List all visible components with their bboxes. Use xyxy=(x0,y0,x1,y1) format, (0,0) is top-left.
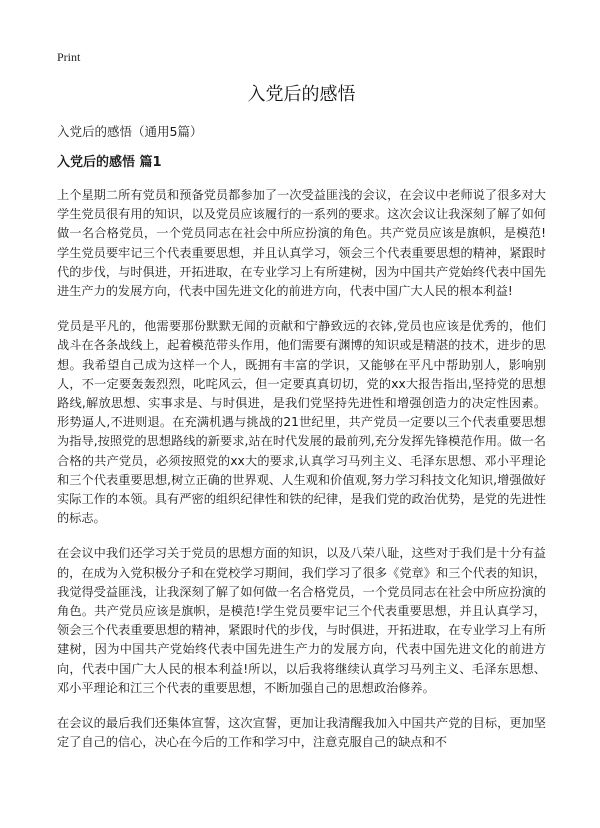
body-paragraph-2: 党员是平凡的，他需要那份默默无闻的贡献和宁静致远的衣钵,党员也应该是优秀的，他们战斗在各条战线上，起着模范带头作用，他们需要有渊博的知识或是精湛的技术，进步的思想。我希望自己成为这样一个人，既拥有丰富的学识，又能够在平凡中帮助别人，影响别人，不一定要轰轰烈烈，叱咤风云，但一定要真真切切，党的xx大报告指出,坚持党的思想路线,解放思想、实事求是、与时俱进，是我们党坚持先进性和增强创造力的决定性因素。形势逼人,不进则退。在充满机遇与挑战的21世纪里，共产党员一定要以三个代表重要思想为指导,按照党的思想路线的新要求,站在时代发展的最前列,充分发挥先锋模范作用。做一名合格的共产党员，必须按照党的xx大的要求,认真学习马列主义、毛泽东思想、邓小平理论和三个代表重要思想,树立正确的世界观、人生观和价值观,努力学习科技文化知识,增强做好实际工作的本领。具有严密的组织纪律性和铁的纪律，是我们党的政治优势，是党的先进性的标志。 xyxy=(57,319,546,526)
document-subtitle: 入党后的感悟（通用5篇） xyxy=(57,124,203,139)
document-title: 入党后的感悟 xyxy=(247,84,356,105)
body-paragraph-4: 在会议的最后我们还集体宣誓，这次宣誓，更加让我清醒我加入中国共产党的目标，更加坚定了自己的信心，决心在今后的工作和学习中，注意克服自己的缺点和不 xyxy=(57,716,546,750)
body-paragraph-1: 上个星期二所有党员和预备党员都参加了一次受益匪浅的会议，在会议中老师说了很多对大学生党员很有用的知识，以及党员应该履行的一系列的要求。这次会议让我深刻了解了如何做一名合格党员，一个党员同志在社会中所应扮演的角色。共产党员应该是旗帜，是模范!学生党员要牢记三个代表重要思想，并且认真学习，领会三个代表重要思想的精神，紧跟时代的步伐，与时俱进，开拓进取，在专业学习上有所建树，因为中国共产党始终代表中国先进生产力的发展方向，代表中国先进文化的前进方向，代表中国广大人民的根本利益! xyxy=(57,188,546,299)
section-heading: 入党后的感悟 篇1 xyxy=(57,155,162,170)
print-link[interactable]: Print xyxy=(57,50,81,64)
body-paragraph-3: 在会议中我们还学习关于党员的思想方面的知识，以及八荣八耻，这些对于我们是十分有益的，在成为入党积极分子和在党校学习期间，我们学习了很多《党章》和三个代表的知识，我觉得受益匪浅，让我深刻了解了如何做一名合格党员，一个党员同志在社会中所应扮演的角色。共产党员应该是旗帜，是模范!学生党员要牢记三个代表重要思想，并且认真学习，领会三个代表重要思想的精神，紧跟时代的步伐，与时俱进，开拓进取，在专业学习上有所建树，因为中国共产党始终代表中国先进生产力的发展方向，代表中国先进文化的前进方向，代表中国广大人民的根本利益!所以，以后我将继续认真学习马列主义、毛泽东思想、邓小平理论和江三个代表的重要思想，不断加强自己的思想政治修养。 xyxy=(57,546,546,695)
